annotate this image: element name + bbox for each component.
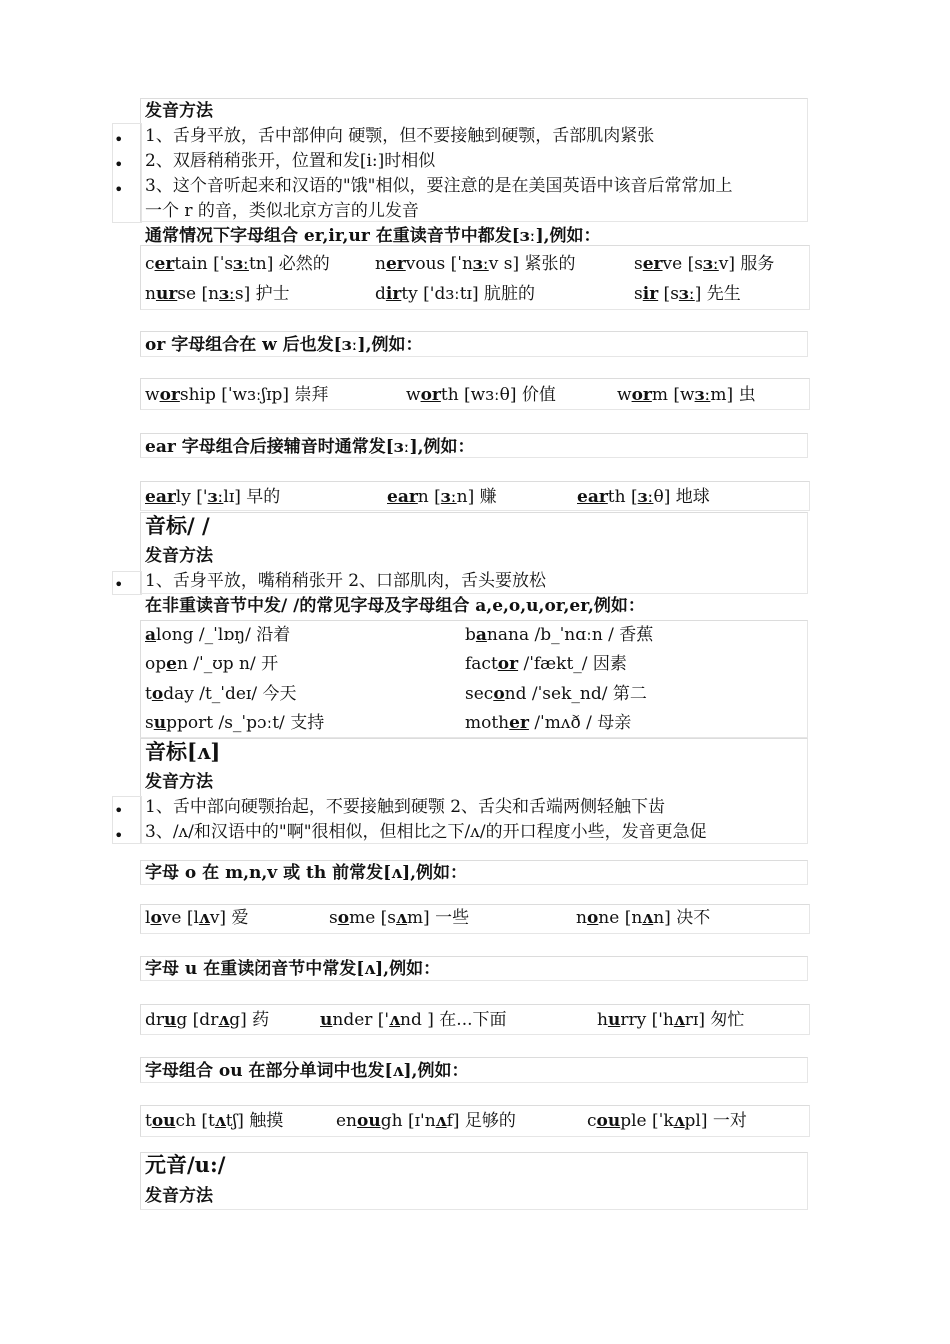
bullet-dot: • (114, 575, 124, 594)
bullet-dot: • (114, 826, 124, 845)
example-word: along /_ˈlɒŋ/ 沿着 (145, 625, 291, 645)
rule-text-6: 字母 o 在 m,n,v 或 th 前常发[ʌ],例如： (145, 863, 468, 883)
bullet-dot: • (114, 155, 124, 174)
example-word: sir [sɜː] 先生 (634, 284, 741, 304)
example-word: couple [ˈkʌpl] 一对 (587, 1111, 747, 1131)
method-title-5: 发音方法 (145, 772, 213, 792)
example-word: certain [ˈsɜːtn] 必然的 (145, 254, 330, 274)
bullet-dot: • (114, 130, 124, 149)
bullet-text: 1、舌身平放，嘴稍稍张开 2、口部肌肉，舌头要放松 (145, 571, 547, 591)
example-word: nervous [ˈnɜːv s] 紧张的 (375, 254, 576, 274)
example-word: touch [tʌtʃ] 触摸 (145, 1111, 284, 1131)
example-word: factor /ˈfækt_/ 因素 (465, 654, 627, 674)
bullet-text: 2、双唇稍稍张开，位置和发[i:]时相似 (145, 151, 436, 171)
example-word: banana /b_ˈnɑːn / 香蕉 (465, 625, 654, 645)
section-title-9: 元音/u:/ (145, 1152, 226, 1177)
example-word: drug [drʌg] 药 (145, 1010, 270, 1030)
section-title-4: 音标/ / (145, 513, 210, 538)
example-word: hurry ['hʌrɪ] 匆忙 (597, 1010, 745, 1030)
bullet-dot: • (114, 180, 124, 199)
example-word: support /s_ˈpɔːt/ 支持 (145, 713, 325, 733)
example-word: nurse [nɜːs] 护士 (145, 284, 290, 304)
method-title-1: 发音方法 (145, 101, 213, 121)
example-word: serve [sɜːv] 服务 (634, 254, 775, 274)
bullet-text: 3、/ʌ/和汉语中的"啊"很相似，但相比之下/ʌ/的开口程度小些，发音更急促 (145, 822, 707, 842)
bullet-text-cont: 一个 r 的音，类似北京方言的儿发音 (145, 201, 419, 221)
section-title-5: 音标[ʌ] (145, 739, 221, 764)
rule-text-8: 字母组合 ou 在部分单词中也发[ʌ],例如： (145, 1061, 469, 1081)
example-word: today /t_ˈdeɪ/ 今天 (145, 684, 297, 704)
bullet-text: 3、这个音听起来和汉语的"饿"相似，要注意的是在美国英语中该音后常常加上 (145, 176, 733, 196)
example-word: dirty ['dɜːtɪ] 肮脏的 (375, 284, 536, 304)
bullet-text: 1、舌身平放，舌中部伸向 硬颚，但不要接触到硬颚，舌部肌肉紧张 (145, 126, 655, 146)
example-word: second /ˈsek_nd/ 第二 (465, 684, 647, 704)
rule-text-2: or 字母组合在 w 后也发[ɜː],例如： (145, 335, 423, 355)
example-word: enough [ɪ'nʌf] 足够的 (336, 1111, 516, 1131)
example-word: worship [ˈwɜːʃɪp] 崇拜 (145, 385, 329, 405)
method-title-9: 发音方法 (145, 1186, 213, 1206)
example-word: earn [ɜːn] 赚 (387, 487, 497, 507)
example-word: under ['ʌnd ] 在...下面 (320, 1010, 507, 1030)
example-word: worm [wɜːm] 虫 (617, 385, 756, 405)
example-word: earth [ɜːθ] 地球 (577, 487, 710, 507)
method-title-4: 发音方法 (145, 546, 213, 566)
rule-text-7: 字母 u 在重读闭音节中常发[ʌ],例如： (145, 959, 441, 979)
example-word: love [lʌv] 爱 (145, 908, 249, 928)
example-word: early ['ɜːlɪ] 早的 (145, 487, 281, 507)
example-word: open /ˈ_ʊp n/ 开 (145, 654, 279, 674)
rule-text-4: 在非重读音节中发/ /的常见字母及字母组合 a,e,o,u,or,er,例如： (145, 596, 645, 616)
section-9-box (140, 1152, 808, 1210)
example-word: none [nʌn] 决不 (576, 908, 711, 928)
rule-text-1: 通常情况下字母组合 er,ir,ur 在重读音节中都发[ɜː],例如： (145, 226, 601, 246)
example-word: worth [wɜːθ] 价值 (406, 385, 556, 405)
bullet-text: 1、舌中部向硬颚抬起，不要接触到硬颚 2、舌尖和舌端两侧轻触下齿 (145, 797, 666, 817)
bullet-dot: • (114, 801, 124, 820)
example-word: some [sʌm] 一些 (329, 908, 470, 928)
rule-text-3: ear 字母组合后接辅音时通常发[ɜː],例如： (145, 437, 475, 457)
example-word: mother /ˈmʌð / 母亲 (465, 713, 632, 733)
